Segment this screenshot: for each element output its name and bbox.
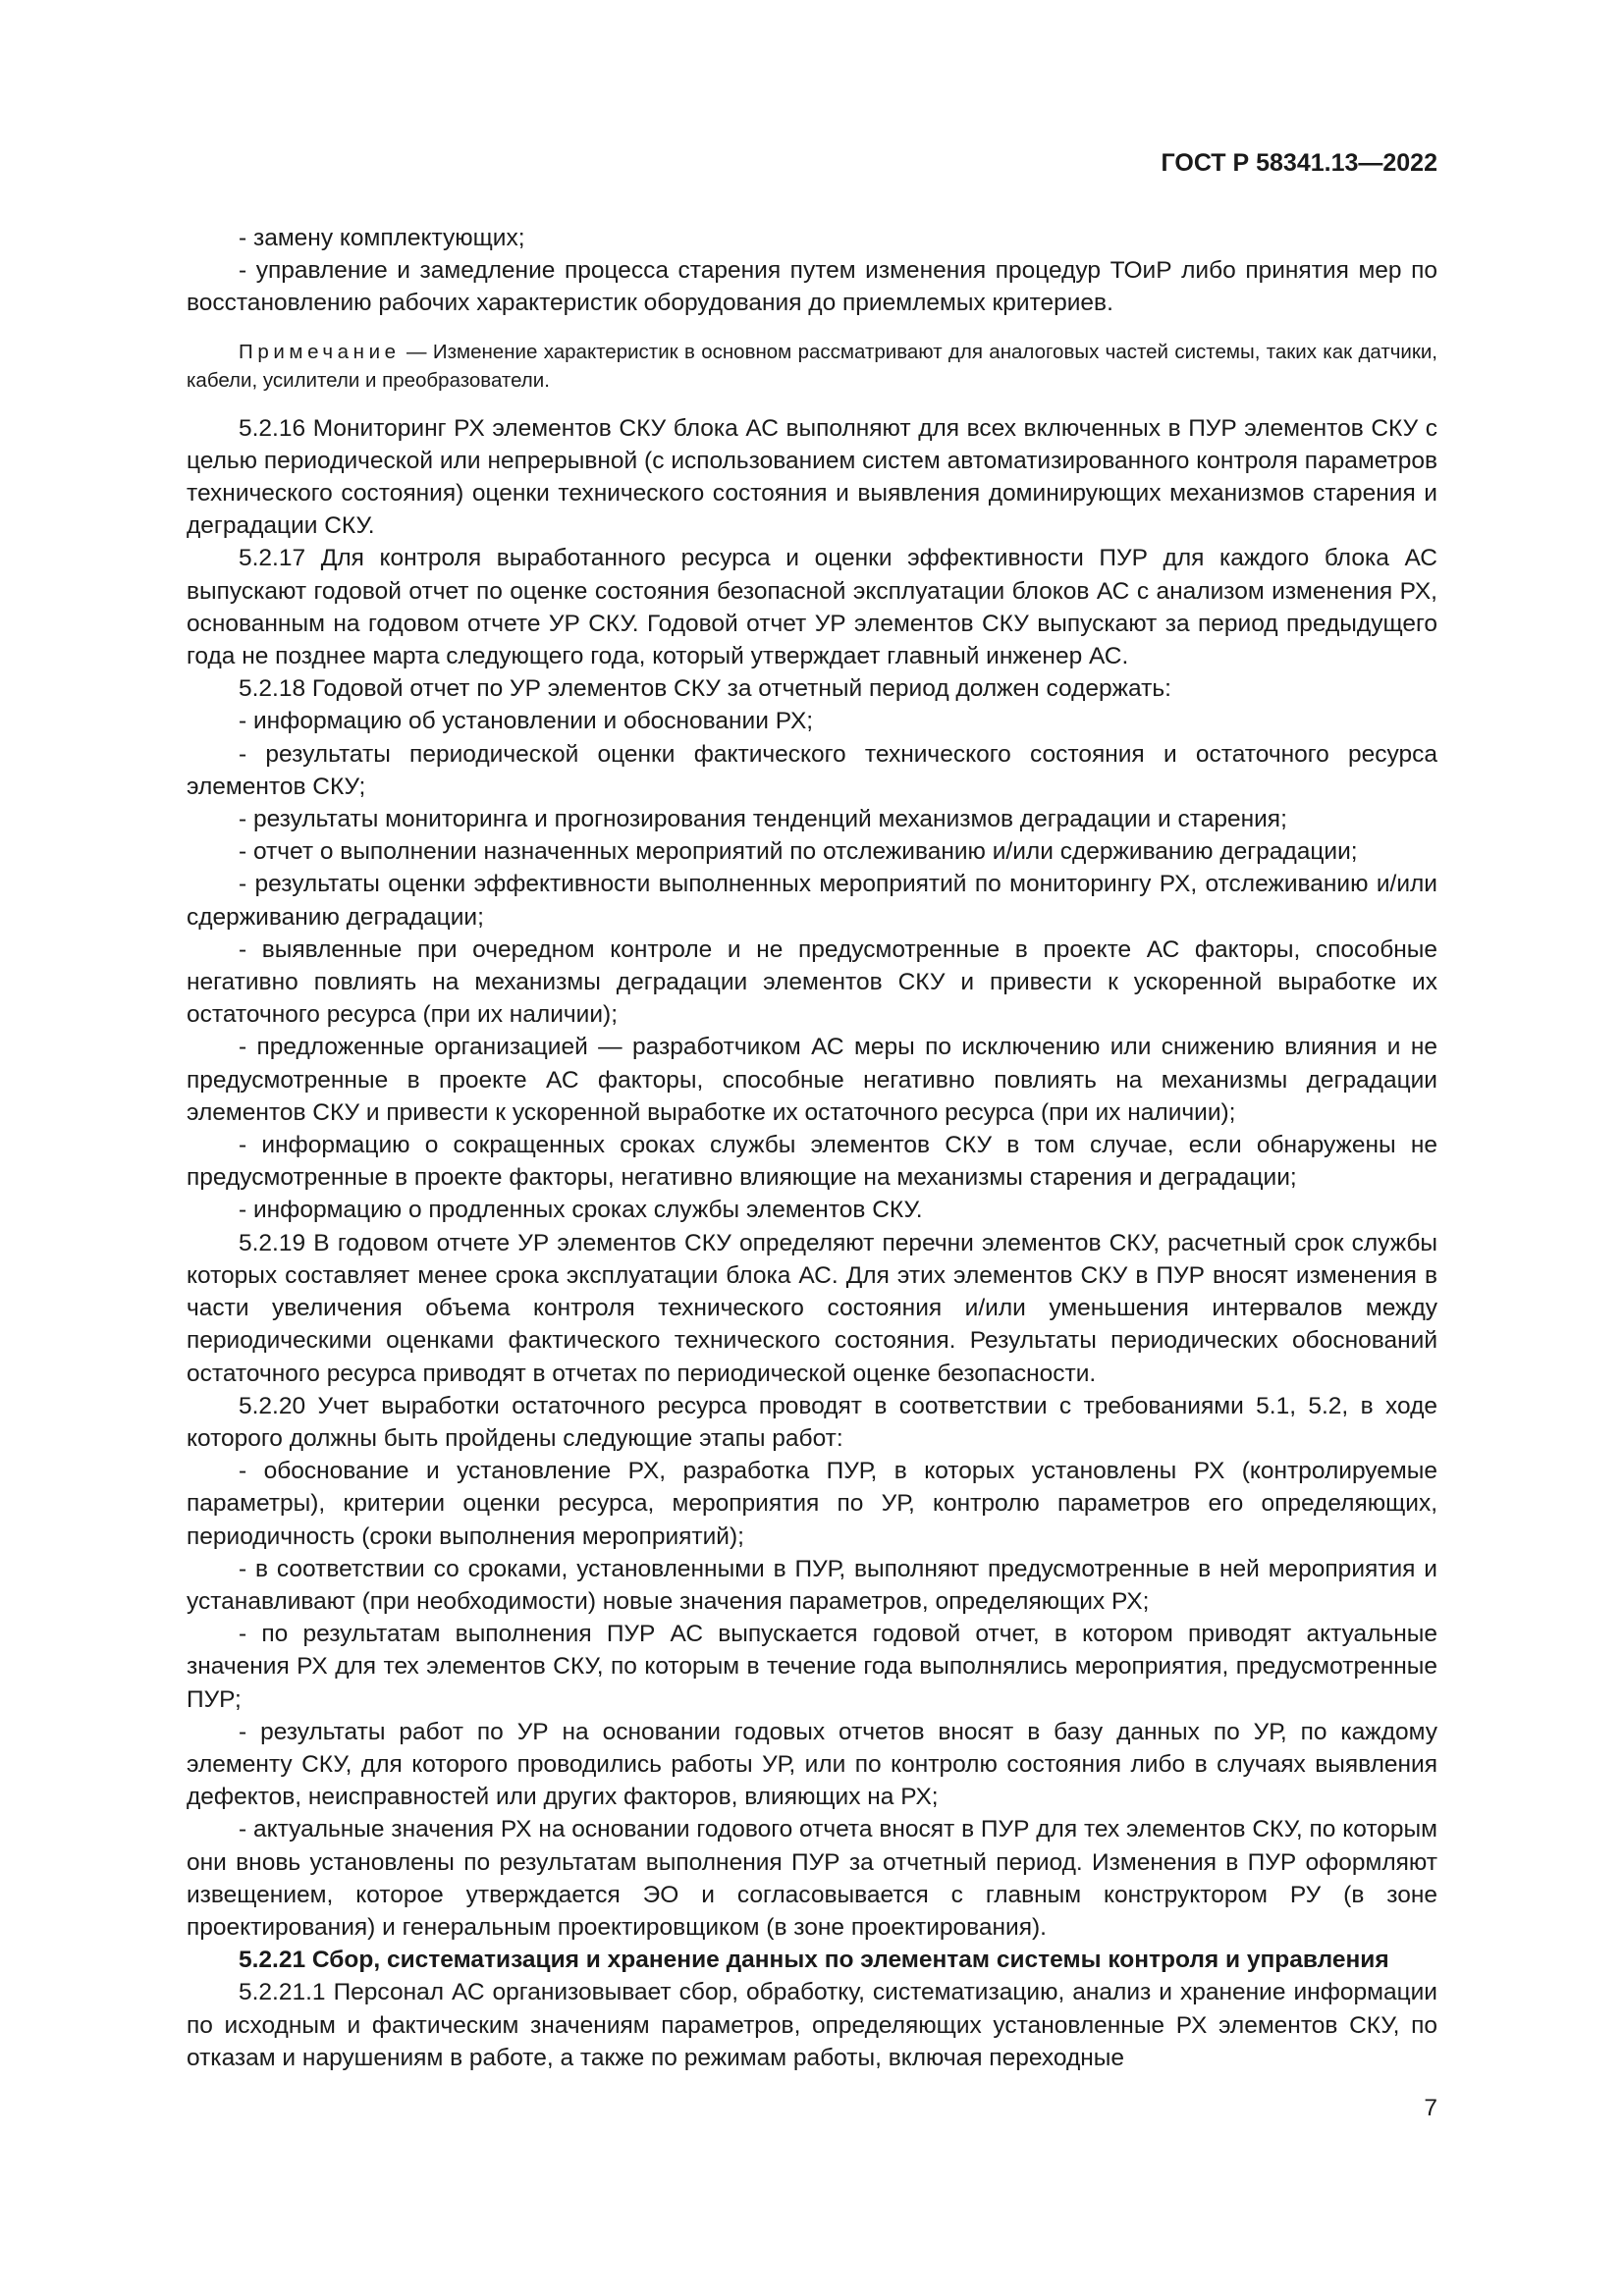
list-item: - результаты работ по УР на основании годовых отчетов вносят в базу данных по УР, по каждому элементу СКУ, для которого проводились работы УР, или по контролю состояния либо в случаях выявления дефектов, неисправностей или других факторов, влияющих на РХ; bbox=[187, 1718, 1437, 1811]
clause-5-2-17: 5.2.17 Для контроля выработанного ресурса и оценки эффективности ПУР для каждого блока АС выпускают годовой отчет по оценке состояния безопасной эксплуатации блоков АС с анализом изменения РХ, основанным на годовом отчете УР СКУ. Годовой отчет УР элементов СКУ выпускают за период предыдущего года не позднее марта следующего года, который утверждает главный инженер АС. bbox=[187, 545, 1437, 670]
list-item: - замену комплектующих; bbox=[239, 225, 525, 251]
list-item: - информацию о продленных сроках службы элементов СКУ. bbox=[239, 1197, 923, 1224]
section-heading-5-2-21: 5.2.21 Сбор, систематизация и хранение данных по элементам системы контроля и управления bbox=[239, 1947, 1389, 1974]
list-item: - выявленные при очередном контроле и не предусмотренные в проекте АС факторы, способные негативно повлиять на механизмы деградации элементов СКУ и привести к ускоренной выработке их остаточного ресурса (при их наличии); bbox=[187, 935, 1437, 1029]
note-text: — Изменение характеристик в основном рассматривают для аналоговых частей системы, таких как датчики, кабели, усилители и преобразователи. bbox=[187, 340, 1437, 392]
list-item: - результаты периодической оценки фактического технического состояния и остаточного ресурса элементов СКУ; bbox=[187, 740, 1437, 800]
list-item: - результаты оценки эффективности выполненных мероприятий по мониторингу РХ, отслеживанию и/или сдерживанию деградации; bbox=[187, 871, 1437, 931]
clause-5-2-21-1: 5.2.21.1 Персонал АС организовывает сбор, обработку, систематизацию, анализ и хранение информации по исходным и фактическим значениям параметров, определяющих установленные РХ элементов СКУ, по отказам и нарушениям в работе, а также по режимам работы, включая переходные bbox=[187, 1979, 1437, 2071]
page-number: 7 bbox=[1424, 2095, 1437, 2121]
list-item: - предложенные организацией — разработчиком АС меры по исключению или снижению влияния и не предусмотренные в проекте АС факторы, способные негативно повлиять на механизмы деградации элементов СКУ и привести к ускоренной выработке их остаточного ресурса (при их наличии); bbox=[187, 1034, 1437, 1126]
clause-5-2-19: 5.2.19 В годовом отчете УР элементов СКУ определяют перечни элементов СКУ, расчетный срок службы которых составляет менее срока эксплуатации блока АС. Для этих элементов СКУ в ПУР вносят изменения в части увеличения объема контроля технического состояния и/или уменьшения интервалов между периодическими оценками фактического технического состояния. Результаты периодических обоснований остаточного ресурса приводят в отчетах по периодической оценке безопасности. bbox=[187, 1229, 1437, 1387]
list-item: - информацию об установлении и обосновании РХ; bbox=[239, 708, 814, 735]
note-label: Примечание bbox=[239, 340, 401, 363]
clause-5-2-20: 5.2.20 Учет выработки остаточного ресурса проводят в соответствии с требованиями 5.1, 5.2, в ходе которого должны быть пройдены следующие этапы работ: bbox=[187, 1392, 1437, 1452]
clause-5-2-16: 5.2.16 Мониторинг РХ элементов СКУ блока АС выполняют для всех включенных в ПУР элементов СКУ с целью периодической или непрерывной (с использованием систем автоматизированного контроля параметров технического состояния) оценки технического состояния и выявления доминирующих механизмов старения и деградации СКУ. bbox=[187, 414, 1437, 540]
list-item: - по результатам выполнения ПУР АС выпускается годовой отчет, в котором приводят актуальные значения РХ для тех элементов СКУ, по которым в течение года выполнялись мероприятия, предусмотренные ПУР; bbox=[187, 1621, 1437, 1713]
list-item: - актуальные значения РХ на основании годового отчета вносят в ПУР для тех элементов СКУ, по которым они вновь установлены по результатам выполнения ПУР за отчетный период. Изменения в ПУР оформляют извещением, которое утверждается ЭО и согласовывается с главным конструктором РУ (в зоне проектирования) и генеральным проектировщиком (в зоне проектирования). bbox=[187, 1816, 1437, 1941]
list-item: - отчет о выполнении назначенных мероприятий по отслеживанию и/или сдерживанию деградации; bbox=[239, 838, 1358, 866]
list-item: - в соответствии со сроками, установленными в ПУР, выполняют предусмотренные в ней мероприятия и устанавливают (при необходимости) новые значения параметров, определяющих РХ; bbox=[187, 1555, 1437, 1615]
clause-5-2-18: 5.2.18 Годовой отчет по УР элементов СКУ за отчетный период должен содержать: bbox=[239, 675, 1171, 703]
list-item: - обоснование и установление РХ, разработка ПУР, в которых установлены РХ (контролируемые параметры), критерии оценки ресурса, мероприятия по УР, контролю параметров его определяющих, периодичность (сроки выполнения мероприятий); bbox=[187, 1458, 1437, 1550]
note bbox=[187, 338, 1437, 395]
list-item: - управление и замедление процесса старения путем изменения процедур ТОиР либо принятия мер по восстановлению рабочих характеристик оборудования до приемлемых критериев. bbox=[187, 257, 1437, 317]
list-item: - информацию о сокращенных сроках службы элементов СКУ в том случае, если обнаружены не предусмотренные в проекте факторы, негативно влияющие на механизмы старения и деградации; bbox=[187, 1132, 1437, 1192]
document-body bbox=[187, 222, 1437, 2074]
document-code: ГОСТ Р 58341.13—2022 bbox=[1161, 149, 1437, 177]
list-item: - результаты мониторинга и прогнозирования тенденций механизмов деградации и старения; bbox=[239, 806, 1287, 833]
